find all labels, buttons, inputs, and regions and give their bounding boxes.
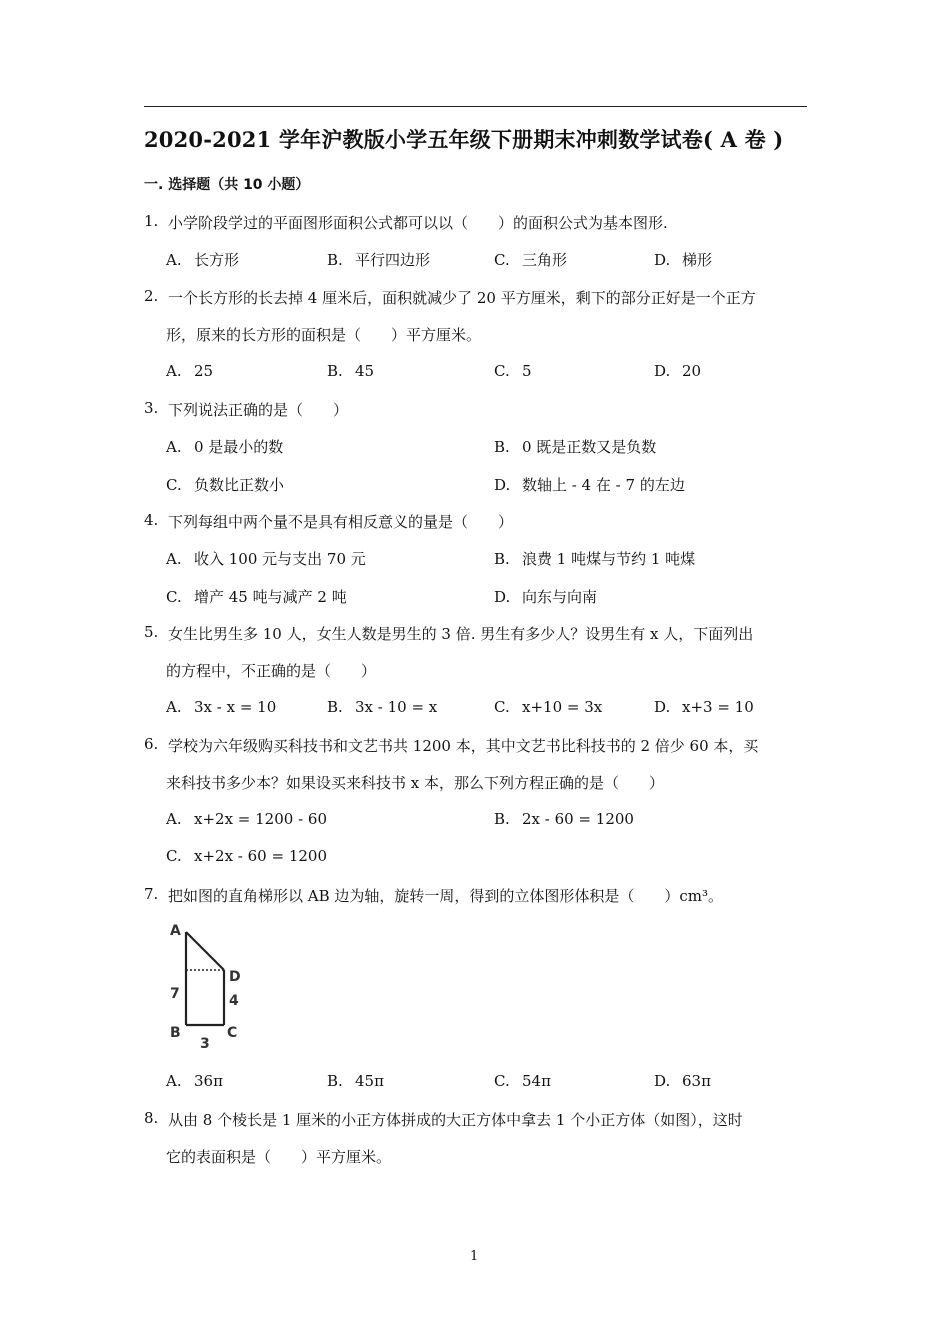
option-label: A. [166,810,182,828]
side-bc-length: 3 [200,1036,210,1052]
vertex-a-label: A [170,923,181,939]
option-d [654,1072,711,1090]
option-text: 梯形 [682,251,713,269]
option-label: B. [327,1072,343,1090]
option-label: D. [494,588,511,606]
option-label: C. [494,251,510,269]
question-number: 4. [144,511,159,529]
option-text: 45 [355,362,375,380]
option-d [654,362,701,380]
option-a [166,249,239,270]
option-d [494,474,685,495]
option-a [166,1072,223,1090]
option-label: D. [654,251,671,269]
option-text: x+10 = 3x [522,698,603,716]
question-text: 学校为六年级购买科技书和文艺书共 1200 本，其中文艺书比科技书的 2 倍少 60 本，买 [168,737,759,755]
option-label: A. [166,1072,182,1090]
option-text: 0 是最小的数 [194,438,284,456]
option-label: D. [654,1072,671,1090]
question-text: 一个长方形的长去掉 4 厘米后，面积就减少了 20 平方厘米，剩下的部分正好是一个正方 [168,289,756,307]
header-rule [144,106,807,107]
question-text: 小学阶段学过的平面图形面积公式都可以以（ ）的面积公式为基本图形. [168,214,668,232]
question-text: 女生比男生多 10 人，女生人数是男生的 3 倍. 男生有多少人？设男生有 x 人，下面列出 [168,625,754,643]
option-d [654,698,754,716]
option-label: B. [494,438,510,456]
option-c [166,847,327,865]
option-c [494,698,602,716]
option-c [166,586,347,607]
option-a [166,698,276,716]
vertex-d-label: D [229,969,241,985]
option-text: 3x - 10 = x [355,698,438,716]
option-text: 平行四边形 [355,251,431,269]
option-a [166,362,213,380]
question-number: 6. [144,735,159,753]
option-text: 54π [522,1072,551,1090]
option-text: 数轴上 - 4 在 - 7 的左边 [522,476,685,494]
option-text: 三角形 [522,251,568,269]
question-number: 3. [144,399,159,417]
vertex-b-label: B [170,1025,181,1041]
edge-ad [186,932,224,970]
vertex-c-label: C [227,1025,238,1041]
option-d [494,586,597,607]
option-a [166,548,366,569]
question-number: 7. [144,885,159,903]
option-d [654,249,712,270]
option-label: D. [654,698,671,716]
question-number: 5. [144,623,159,641]
option-c [494,1072,551,1090]
option-text: 浪费 1 吨煤与节约 1 吨煤 [522,550,696,568]
question-text: 下列说法正确的是（ ） [168,401,349,419]
option-label: C. [166,847,182,865]
question-text: 把如图的直角梯形以 AB 边为轴，旋转一周，得到的立体图形体积是（ ）cm³。 [168,887,724,905]
page-number: 1 [470,1249,479,1264]
option-label: B. [327,698,343,716]
option-text: x+2x = 1200 - 60 [194,810,328,828]
option-text: 36π [194,1072,223,1090]
option-text: 5 [522,362,532,380]
question-number: 2. [144,287,159,305]
option-text: 增产 45 吨与减产 2 吨 [194,588,347,606]
section-heading: 一. 选择题（共 10 小题） [144,177,310,193]
option-text: x+2x - 60 = 1200 [194,847,328,865]
option-text: 63π [682,1072,711,1090]
option-b [327,362,374,380]
option-label: B. [327,251,343,269]
option-label: A. [166,550,182,568]
trapezoid-figure [160,918,252,1054]
side-cd-length: 4 [229,993,239,1009]
option-label: B. [494,810,510,828]
option-b [327,249,430,270]
question-text: 的方程中，不正确的是（ ） [166,662,377,680]
option-b [494,436,656,457]
option-c [494,249,567,270]
option-a [166,810,327,828]
option-text: 20 [682,362,702,380]
question-text: 它的表面积是（ ）平方厘米。 [166,1148,392,1166]
option-label: C. [494,1072,510,1090]
option-label: C. [166,588,182,606]
option-b [494,810,634,828]
option-label: C. [494,698,510,716]
question-text: 来科技书多少本？如果设买来科技书 x 本，那么下列方程正确的是（ ） [166,774,664,792]
option-label: A. [166,438,182,456]
option-b [327,1072,384,1090]
option-label: D. [654,362,671,380]
option-label: A. [166,251,182,269]
option-text: 3x - x = 10 [194,698,277,716]
option-text: 收入 100 元与支出 70 元 [194,550,366,568]
option-label: A. [166,362,182,380]
question-text: 从由 8 个棱长是 1 厘米的小正方体拼成的大正方体中拿去 1 个小正方体（如图），这时 [168,1111,743,1129]
option-b [327,698,437,716]
option-text: 向东与向南 [522,588,598,606]
option-text: 2x - 60 = 1200 [522,810,634,828]
option-a [166,436,283,457]
page-title: 2020-2021 学年沪教版小学五年级下册期末冲刺数学试卷( A 卷 ) [144,127,784,152]
option-text: x+3 = 10 [682,698,754,716]
option-label: B. [494,550,510,568]
option-label: C. [166,476,182,494]
option-label: D. [494,476,511,494]
option-text: 长方形 [194,251,240,269]
side-ab-length: 7 [170,986,180,1002]
option-text: 负数比正数小 [194,476,285,494]
option-c [166,474,284,495]
option-text: 0 既是正数又是负数 [522,438,657,456]
option-text: 25 [194,362,214,380]
option-c [494,362,532,380]
option-label: B. [327,362,343,380]
option-text: 45π [355,1072,384,1090]
option-label: A. [166,698,182,716]
question-number: 1. [144,212,159,230]
option-b [494,548,695,569]
question-text: 形，原来的长方形的面积是（ ）平方厘米。 [166,326,482,344]
question-number: 8. [144,1109,159,1127]
question-text: 下列每组中两个量不是具有相反意义的量是（ ） [168,513,514,531]
option-label: C. [494,362,510,380]
